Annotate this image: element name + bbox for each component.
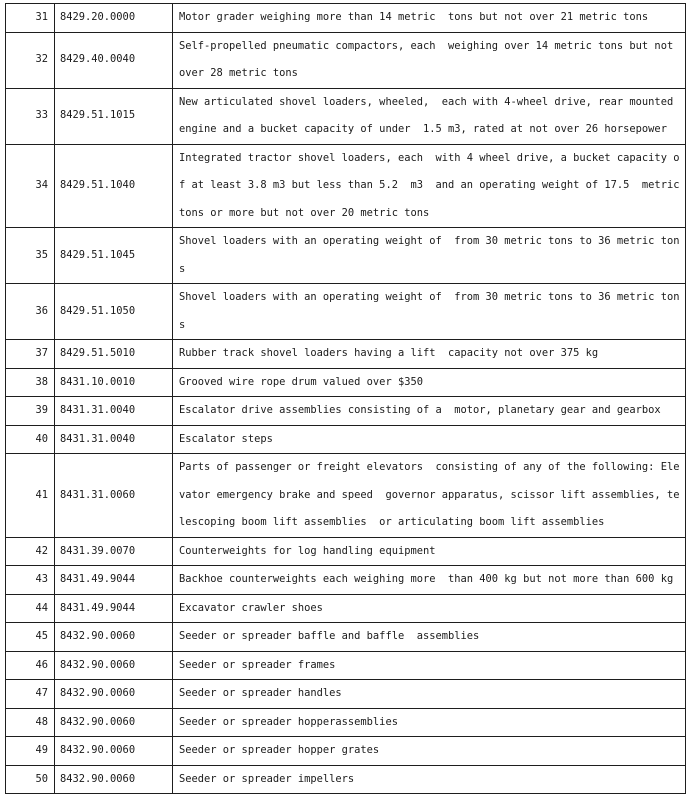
row-number: 32 xyxy=(6,32,55,88)
item-description: Seeder or spreader impellers xyxy=(173,765,686,794)
table-row xyxy=(6,284,686,340)
item-description: Rubber track shovel loaders having a lift capacity not over 375 kg xyxy=(173,340,686,369)
hs-code: 8431.10.0010 xyxy=(55,368,173,397)
table-row xyxy=(6,397,686,426)
table-row xyxy=(6,454,686,538)
row-number: 35 xyxy=(6,228,55,284)
hs-code: 8429.51.1050 xyxy=(55,284,173,340)
tariff-table-body xyxy=(6,4,686,794)
item-description: Backhoe counterweights each weighing more than 400 kg but not more than 600 kg xyxy=(173,566,686,595)
row-number: 40 xyxy=(6,425,55,454)
hs-code: 8432.90.0060 xyxy=(55,651,173,680)
item-description: Excavator crawler shoes xyxy=(173,594,686,623)
row-number: 44 xyxy=(6,594,55,623)
table-row xyxy=(6,765,686,794)
item-description: Parts of passenger or freight elevators consisting of any of the following: Elevator emergency brake and speed governor apparatus, scissor lift assemblies, telescoping boom lift assemblies or articulating boom lift assemblies xyxy=(173,454,686,538)
row-number: 33 xyxy=(6,88,55,144)
table-row xyxy=(6,680,686,709)
item-description: Seeder or spreader hopperassemblies xyxy=(173,708,686,737)
item-description: Integrated tractor shovel loaders, each with 4 wheel drive, a bucket capacity of at least 3.8 m3 but less than 5.2 m3 and an operating weight of 17.5 metric tons or more but not over 20 metric tons xyxy=(173,144,686,228)
item-description: Seeder or spreader baffle and baffle assemblies xyxy=(173,623,686,652)
item-description: Grooved wire rope drum valued over $350 xyxy=(173,368,686,397)
tariff-table xyxy=(5,3,686,794)
row-number: 39 xyxy=(6,397,55,426)
table-row xyxy=(6,368,686,397)
table-row xyxy=(6,4,686,33)
hs-code: 8431.31.0040 xyxy=(55,397,173,426)
table-row xyxy=(6,566,686,595)
hs-code: 8431.49.9044 xyxy=(55,566,173,595)
row-number: 49 xyxy=(6,737,55,766)
row-number: 43 xyxy=(6,566,55,595)
item-description: Counterweights for log handling equipment xyxy=(173,537,686,566)
table-row xyxy=(6,623,686,652)
item-description: Shovel loaders with an operating weight of from 30 metric tons to 36 metric tons xyxy=(173,284,686,340)
row-number: 31 xyxy=(6,4,55,33)
hs-code: 8429.51.1015 xyxy=(55,88,173,144)
hs-code: 8429.51.5010 xyxy=(55,340,173,369)
hs-code: 8431.31.0040 xyxy=(55,425,173,454)
hs-code: 8431.49.9044 xyxy=(55,594,173,623)
row-number: 50 xyxy=(6,765,55,794)
row-number: 34 xyxy=(6,144,55,228)
item-description: Seeder or spreader frames xyxy=(173,651,686,680)
hs-code: 8432.90.0060 xyxy=(55,765,173,794)
table-row xyxy=(6,228,686,284)
hs-code: 8432.90.0060 xyxy=(55,708,173,737)
hs-code: 8429.51.1045 xyxy=(55,228,173,284)
row-number: 41 xyxy=(6,454,55,538)
hs-code: 8431.39.0070 xyxy=(55,537,173,566)
row-number: 36 xyxy=(6,284,55,340)
row-number: 47 xyxy=(6,680,55,709)
row-number: 38 xyxy=(6,368,55,397)
table-row xyxy=(6,144,686,228)
hs-code: 8432.90.0060 xyxy=(55,623,173,652)
table-row xyxy=(6,594,686,623)
table-row xyxy=(6,651,686,680)
row-number: 48 xyxy=(6,708,55,737)
table-row xyxy=(6,737,686,766)
item-description: Motor grader weighing more than 14 metric tons but not over 21 metric tons xyxy=(173,4,686,33)
hs-code: 8432.90.0060 xyxy=(55,680,173,709)
item-description: Shovel loaders with an operating weight of from 30 metric tons to 36 metric tons xyxy=(173,228,686,284)
hs-code: 8431.31.0060 xyxy=(55,454,173,538)
table-row xyxy=(6,340,686,369)
item-description: New articulated shovel loaders, wheeled, each with 4-wheel drive, rear mounted engine and a bucket capacity of under 1.5 m3, rated at not over 26 horsepower xyxy=(173,88,686,144)
table-row xyxy=(6,708,686,737)
table-row xyxy=(6,32,686,88)
table-row xyxy=(6,88,686,144)
item-description: Seeder or spreader handles xyxy=(173,680,686,709)
item-description: Self-propelled pneumatic compactors, each weighing over 14 metric tons but not over 28 metric tons xyxy=(173,32,686,88)
table-row xyxy=(6,425,686,454)
row-number: 37 xyxy=(6,340,55,369)
hs-code: 8429.51.1040 xyxy=(55,144,173,228)
table-row xyxy=(6,537,686,566)
item-description: Seeder or spreader hopper grates xyxy=(173,737,686,766)
hs-code: 8432.90.0060 xyxy=(55,737,173,766)
row-number: 42 xyxy=(6,537,55,566)
hs-code: 8429.20.0000 xyxy=(55,4,173,33)
item-description: Escalator steps xyxy=(173,425,686,454)
row-number: 45 xyxy=(6,623,55,652)
item-description: Escalator drive assemblies consisting of a motor, planetary gear and gearbox xyxy=(173,397,686,426)
hs-code: 8429.40.0040 xyxy=(55,32,173,88)
row-number: 46 xyxy=(6,651,55,680)
